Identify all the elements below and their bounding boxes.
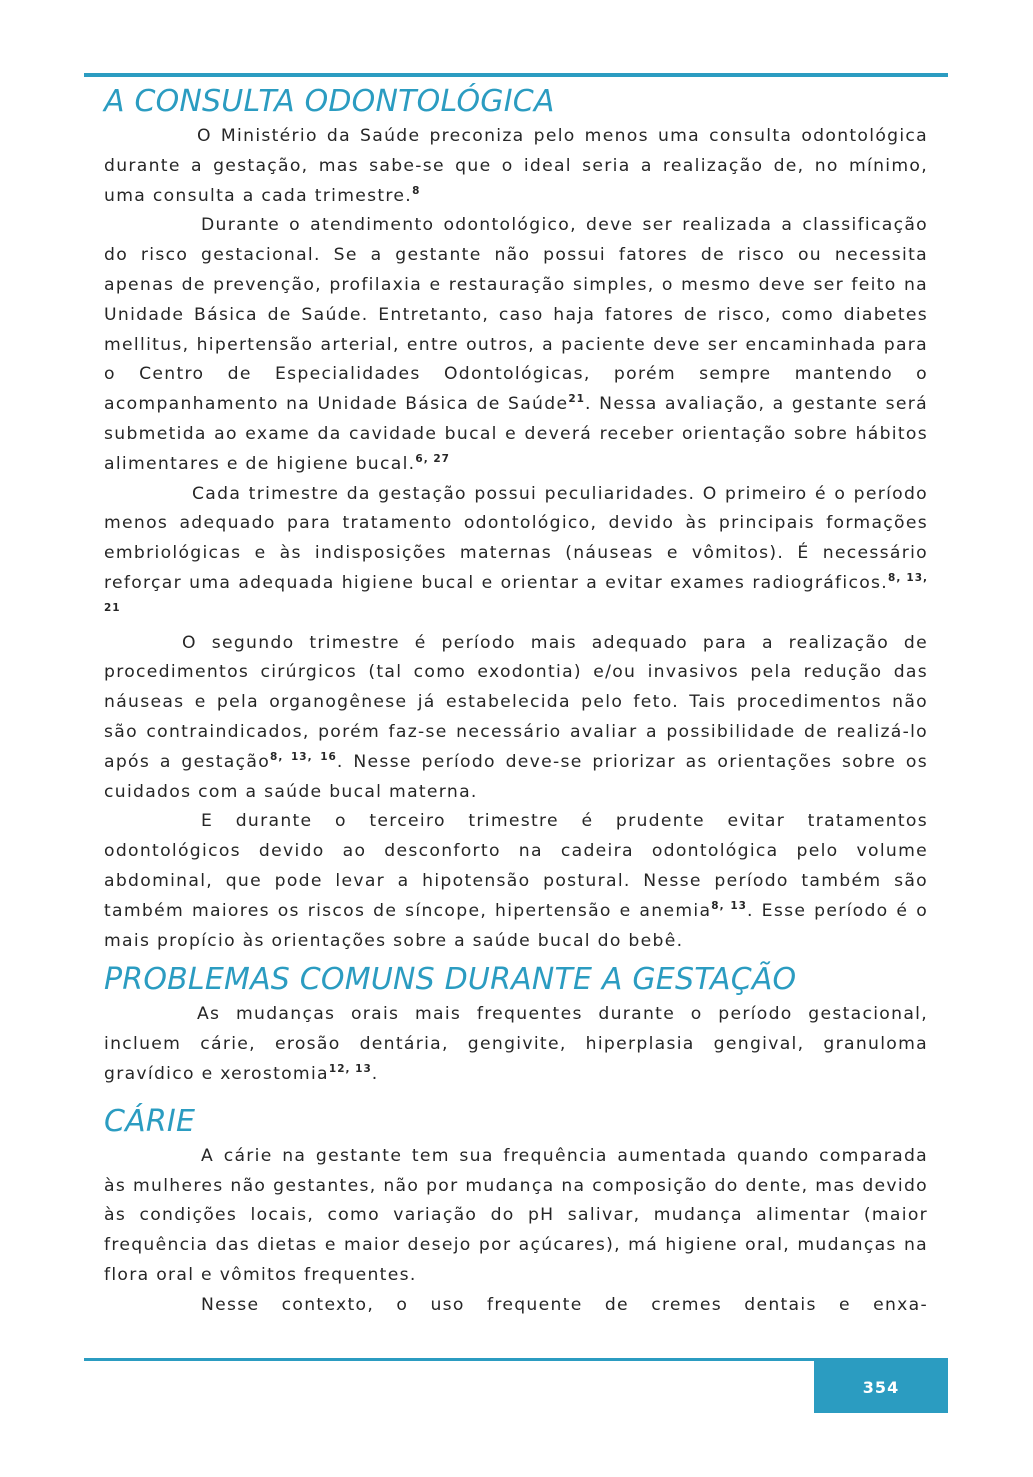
page-content [104,82,928,1320]
section-heading-problemas: PROBLEMAS COMUNS DURANTE A GESTAÇÃO [104,962,797,998]
reference: 21 [568,393,585,406]
reference: 8, 13, 21 [104,571,928,614]
page-number: 354 [814,1361,948,1413]
reference: 12, 13 [328,1062,372,1075]
paragraph-carie-2: Nesse contexto, o uso frequente de cremes dentais e enxa- [201,1294,928,1315]
paragraph-consulta-5: E durante o terceiro trimestre é prudente evitar tratamentos odontológicos devido ao desconforto na cadeira odontológica pelo volume abdominal, que pode levar a hipotensão postural. Nesse período também são também maiores os riscos de síncope, hipertensão e anemia$^{8, 13}$. Esse período é o mais propício às orientações sobre a saúde bucal do bebê. [104,811,929,951]
paragraph-consulta-2: Durante o atendimento odontológico, deve ser realizada a classificação do risco gestacional. Se a gestante não possui fatores de risco ou necessita apenas de prevenção, profilaxia e restauração simples, o mesmo deve ser feito na Unidade Básica de Saúde. Entretanto, caso haja fatores de risco, como diabetes mellitus, hipertensão arterial, entre outros, a paciente deve ser encaminhada para o Centro de Especialidades Odontológicas, porém sempre mantendo o acompanhamento na Unidade Básica de Saúde$^{21}$. Nessa avaliação, a gestante será submetida ao exame da cavidade bucal e deverá receber orientação sobre hábitos alimentares e de higiene bucal.$^{6, 27}$ [104,215,928,474]
reference: 8 [412,184,421,197]
paragraph-consulta-1: O Ministério da Saúde preconiza pelo menos uma consulta odontológica durante a gestação, mas sabe-se que o ideal seria a realização de, no mínimo, uma consulta a cada trimestre.$^8$ [104,126,928,206]
reference: 8, 13, 16 [270,750,337,763]
paragraph-consulta-3: Cada trimestre da gestação possui peculiaridades. O primeiro é o período menos adequado para tratamento odontológico, devido às principais formações embriológicas e às indisposições maternas (náuseas e vômitos). É necessário reforçar uma adequada higiene bucal e orientar a evitar exames radiográficos.$^{8, 13, 21}$ [104,483,928,614]
reference: 8, 13 [711,899,747,912]
section-heading-carie: CÁRIE [104,1103,196,1139]
paragraph-problemas-1: As mudanças orais mais frequentes durante o período gestacional, incluem cárie, erosão dentária, gengivite, hiperplasia gengival, granuloma gravídico e xerostomia$^{12, 13}$. [104,1004,928,1084]
reference: 6, 27 [415,452,450,465]
top-rule [84,73,948,77]
section-heading-consulta: A CONSULTA ODONTOLÓGICA [104,84,555,119]
paragraph-carie-1: A cárie na gestante tem sua frequência aumentada quando comparada às mulheres não gestantes, não por mudança na composição do dente, mas devido às condições locais, como variação do pH salivar, mudança alimentar (maior frequência das dietas e maior desejo por açúcares), má higiene oral, mudanças na flora oral e vômitos frequentes. [104,1145,928,1285]
paragraph-consulta-4: O segundo trimestre é período mais adequado para a realização de procedimentos cirúrgicos (tal como exodontia) e/ou invasivos pela redução das náuseas e pela organogênese já estabelecida pelo feto. Tais procedimentos não são contraindicados, porém faz-se necessário avaliar a possibilidade de realizá-lo após a gestação$^{8, 13, 16}$. Nesse período deve-se priorizar as orientações sobre os cuidados com a saúde bucal materna. [104,632,928,802]
